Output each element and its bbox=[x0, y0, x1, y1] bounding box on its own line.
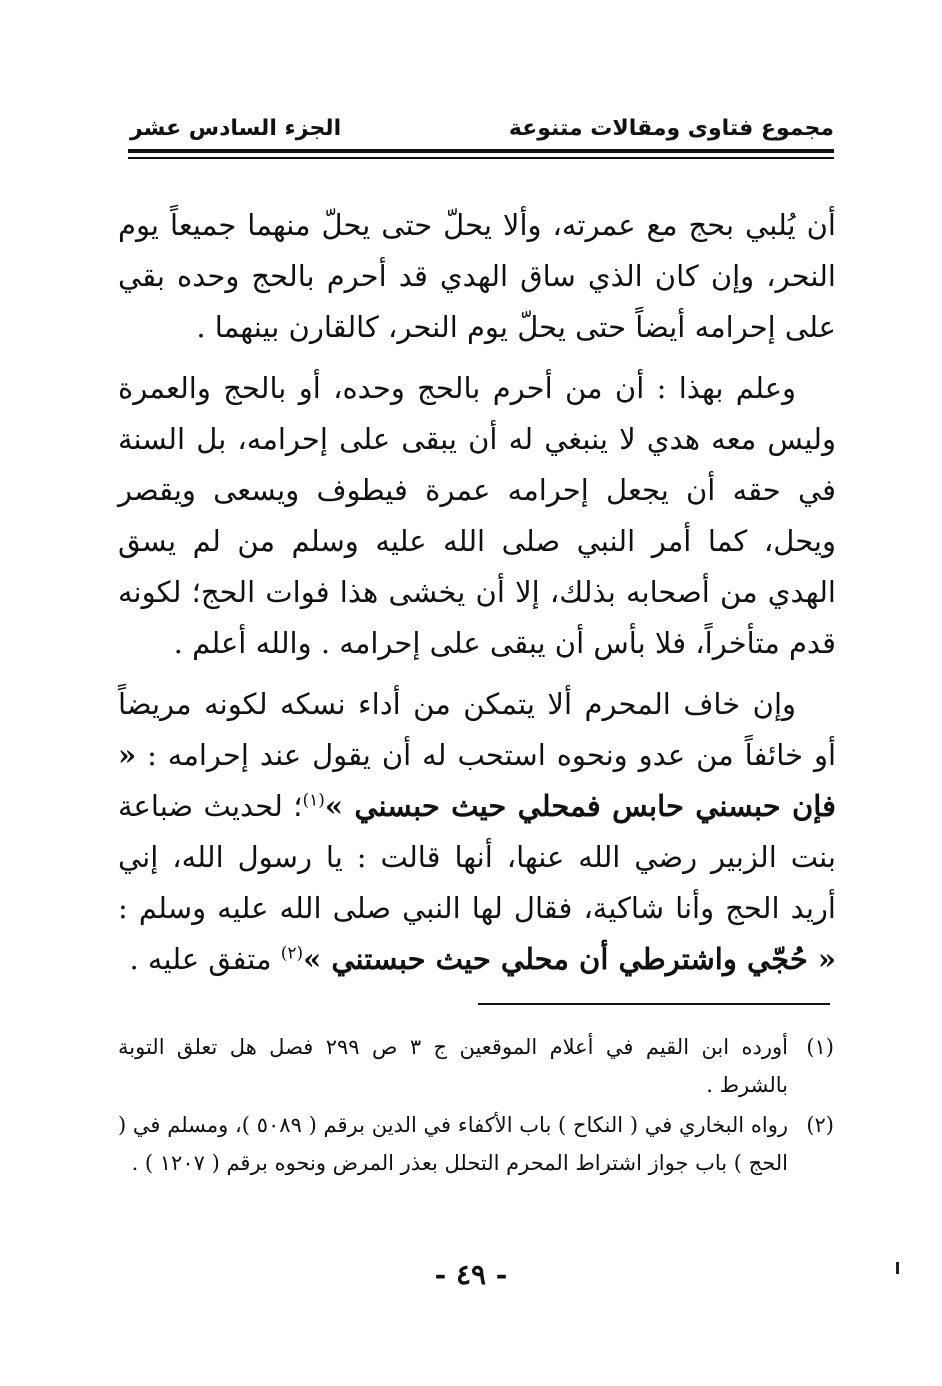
paragraph-2: وعلم بهذا : أن من أحرم بالحج وحده، أو بالحج والعمرة وليس معه هدي لا ينبغي له أن يبقى على إحرامه، بل السنة في حقه أن يجعل إحرامه عمرة فيطوف ويسعى ويقصر ويحل، كما أمر النبي صلى الله عليه وسلم من لم يسق الهدي من أصحابه بذلك، إلا أن يخشى هذا فوات الحج؛ لكونه قدم متأخراً، فلا بأس أن يبقى على إحرامه . والله أعلم . bbox=[118, 371, 836, 660]
footnote-number: (٢) bbox=[806, 1113, 834, 1137]
page-number: - ٤٩ - bbox=[434, 1258, 508, 1291]
paragraph-3 bbox=[118, 679, 836, 985]
running-header bbox=[118, 112, 834, 148]
header-rule-thin bbox=[128, 157, 834, 159]
hadith-quote-1: « فإن حبسني حابس فمحلي حيث حبسني » bbox=[118, 738, 836, 823]
paragraph-1: أن يُلبي بحج مع عمرته، وألا يحلّ حتى يحلّ منهما جميعاً يوم النحر، وإن كان الذي ساق الهدي قد أحرم بالحج وحده بقي على إحرامه أيضاً حتى يحلّ يوم النحر، كالقارن بينهما . bbox=[118, 208, 836, 344]
hadith-quote-2: « حُجّي واشترطي أن محلي حيث حبستني » bbox=[303, 942, 836, 976]
footnote-2 bbox=[118, 1106, 834, 1182]
footnote-ref-2: (٢) bbox=[280, 943, 304, 964]
book-title: مجموع فتاوى ومقالات متنوعة bbox=[508, 116, 834, 141]
footnotes bbox=[118, 1028, 834, 1184]
footnote-number: (١) bbox=[806, 1035, 834, 1059]
paragraph-3-middle: ؛ لحديث ضباعة بنت الزبير رضي الله عنها، أنها قالت : يا رسول الله، إني أريد الحج وأنا شاكية، فقال لها النبي صلى الله عليه وسلم : bbox=[118, 789, 836, 925]
main-text bbox=[118, 200, 836, 995]
footnote-separator bbox=[478, 1003, 830, 1005]
footnote-1 bbox=[118, 1028, 834, 1104]
paragraph-3-opening: وإن خاف المحرم ألا يتمكن من أداء نسكه لكونه مريضاً أو خائفاً من عدو ونحوه استحب له أن يقول عند إحرامه : bbox=[118, 687, 837, 772]
footnote-text: أورده ابن القيم في أعلام الموقعين ج ٣ ص ٢٩٩ فصل هل تعلق التوبة بالشرط . bbox=[118, 1035, 788, 1097]
footnote-ref-1: (١) bbox=[302, 790, 325, 811]
scan-edge-mark bbox=[896, 1262, 899, 1274]
header-rule-thick bbox=[128, 149, 834, 153]
paragraph-3-closing: متفق عليه . bbox=[129, 942, 281, 976]
footnote-text: رواه البخاري في ( النكاح ) باب الأكفاء في الدين برقم ( ٥٠٨٩ )، ومسلم في ( الحج ) باب جواز اشتراط المحرم التحلل بعذر المرض ونحوه برقم ( ١٢٠٧ ) . bbox=[118, 1113, 789, 1175]
volume-label: الجزء السادس عشر bbox=[130, 116, 342, 141]
